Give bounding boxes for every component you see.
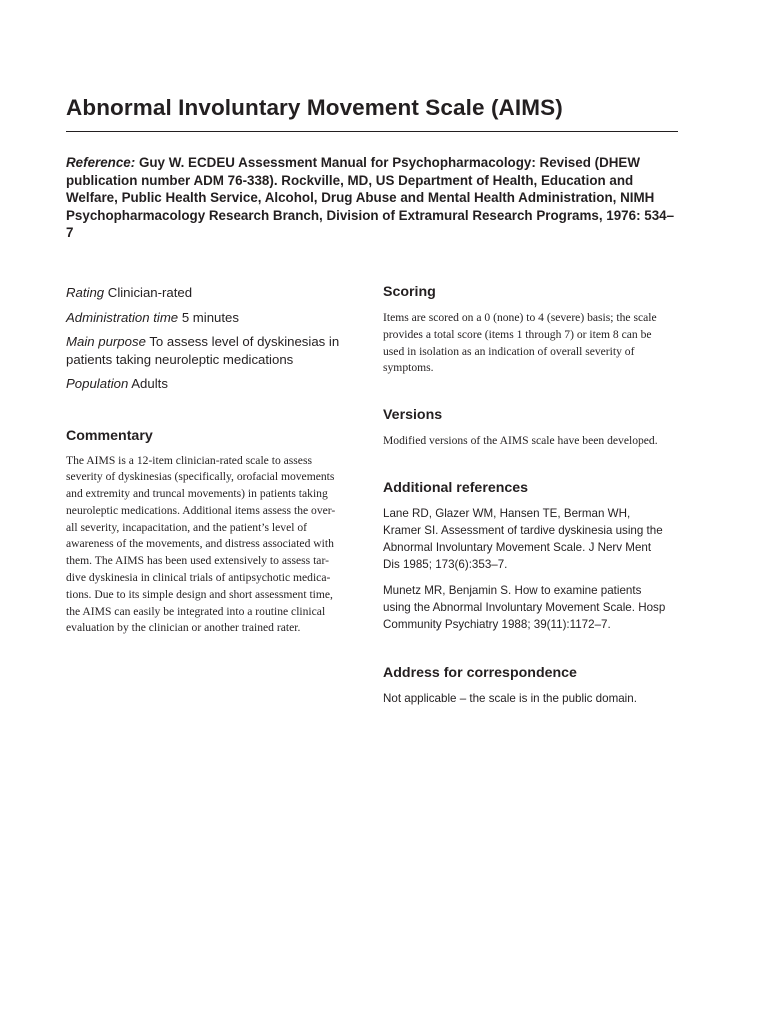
meta-rating: [66, 284, 354, 302]
page-title: Abnormal Involuntary Movement Scale (AIMS): [66, 95, 563, 120]
address-heading: Address for correspondence: [383, 664, 577, 681]
reference-item-line: Kramer SI. Assessment of tardive dyskinesia using the: [383, 523, 663, 537]
commentary-line: The AIMS is a 12-item clinician-rated scale to assess: [66, 453, 312, 467]
commentary-line: the AIMS can easily be integrated into a routine clinical: [66, 604, 326, 618]
reference-item-line: Community Psychiatry 1988; 39(11):1172–7.: [383, 617, 611, 631]
reference-item-line: Dis 1985; 173(6):353–7.: [383, 557, 508, 571]
address-text: Not applicable – the scale is in the public domain.: [383, 691, 637, 705]
meta-main-purpose-label: Main purpose: [66, 334, 146, 349]
commentary-line: neuroleptic medications. Additional items assess the over-: [66, 503, 336, 517]
meta-population-label: Population: [66, 376, 129, 391]
scoring-line: provides a total score (items 1 through 7) or item 8 can be: [383, 327, 652, 341]
versions-heading: Versions: [383, 407, 443, 424]
reference-item-line: using the Abnormal Involuntary Movement Scale. Hosp: [383, 600, 666, 614]
reference-item: [383, 582, 683, 633]
commentary-line: evaluation by the clinician or another trained rater.: [66, 621, 301, 635]
meta-rating-value: Clinician-rated: [107, 285, 193, 300]
meta-admin-time-label: Administration time: [66, 309, 179, 325]
reference-item-line: Abnormal Involuntary Movement Scale. J Nerv Ment: [383, 540, 652, 554]
title-divider: [66, 131, 678, 132]
scoring-line: symptoms.: [383, 361, 434, 375]
reference-item-line: Munetz MR, Benjamin S. How to examine patients: [383, 583, 642, 597]
commentary-line: severity of dyskinesias (specifically, orofacial movements: [66, 470, 335, 484]
reference-label: Reference:: [66, 155, 136, 170]
meta-admin-time: [66, 309, 354, 327]
meta-rating-label: Rating: [66, 285, 105, 300]
commentary-line: and extremity and truncal movements) in patients taking: [66, 487, 328, 501]
meta-population-value: Adults: [131, 376, 168, 391]
versions-text: Modified versions of the AIMS scale have been developed.: [383, 434, 658, 448]
scoring-heading: Scoring: [383, 284, 436, 300]
reference-block: [66, 154, 678, 242]
scoring-text: [383, 310, 683, 377]
commentary-line: tions. Due to its simple design and short assessment time,: [66, 587, 333, 601]
meta-admin-time-value: 5 minutes: [181, 309, 239, 325]
commentary-line: them. The AIMS has been used extensively to assess tar-: [66, 554, 329, 568]
scoring-line: used in isolation as an indication of overall severity of: [383, 344, 635, 358]
commentary-text: [66, 453, 354, 638]
left-column: [66, 284, 354, 637]
meta-main-purpose: [66, 333, 354, 368]
reference-text: Guy W. ECDEU Assessment Manual for Psychopharmacology: Revised (DHEW publication number ADM 76-338). Rockville, MD, US Department of Health, Education and Welfare, Public Health Service, Alcohol, Drug Abuse and Mental Health Administration, NIMH Psychopharmacology Research Branch, Division of Extramural Research Programs, 1976: 534–7: [66, 155, 675, 241]
meta-population: [66, 375, 354, 393]
reference-item-line: Lane RD, Glazer WM, Hansen TE, Berman WH,: [383, 506, 631, 520]
right-column: [383, 284, 683, 707]
reference-item: [383, 505, 683, 573]
commentary-line: all severity, incapacitation, and the patient’s level of: [66, 520, 308, 534]
commentary-line: awareness of the movements, and distress associated with: [66, 537, 334, 551]
commentary-line: dive dyskinesia in clinical trials of antipsychotic medica-: [66, 571, 331, 585]
additional-references-heading: Additional references: [383, 479, 529, 496]
scoring-line: Items are scored on a 0 (none) to 4 (severe) basis; the scale: [383, 311, 657, 324]
meta-main-purpose-value: To assess level of dyskinesias in patients taking neuroleptic medications: [66, 334, 340, 367]
commentary-heading: Commentary: [66, 427, 153, 444]
